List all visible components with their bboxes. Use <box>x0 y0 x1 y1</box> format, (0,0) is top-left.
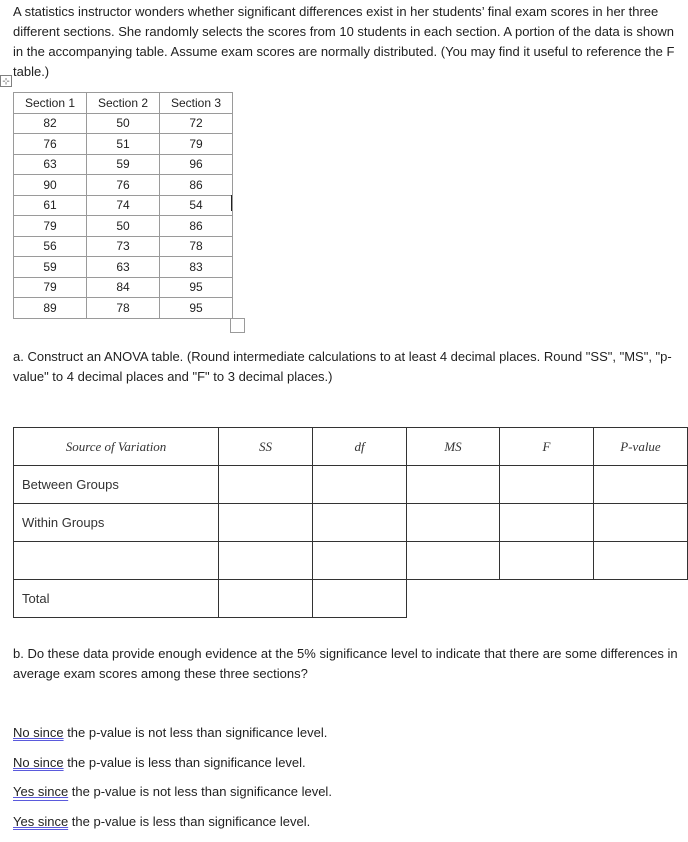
table-cell: 56 <box>14 236 87 257</box>
table-header-row <box>14 93 233 114</box>
table-cell: 74 <box>87 195 160 216</box>
anova-cell[interactable] <box>500 542 594 580</box>
ss-total-input[interactable] <box>219 580 313 618</box>
anova-empty-cell <box>407 580 500 618</box>
option-text: the p-value is less than significance level. <box>63 754 306 770</box>
problem-intro: A statistics instructor wonders whether significant differences exist in her students’ final exam scores in her three different sections. She randomly selects the scores from 10 students in each section. A portion of the data is shown in the accompanying table. Assume exam scores are normally distributed. (You may find it useful to reference the F table.) <box>13 4 675 79</box>
ss-within-input[interactable] <box>219 504 313 542</box>
row-label-blank <box>14 542 219 580</box>
anova-empty-cell <box>500 580 594 618</box>
header-section-3: Section 3 <box>160 93 233 114</box>
table-row <box>14 154 233 175</box>
option-lead: No since <box>13 725 64 740</box>
table-cell: 95 <box>160 298 233 319</box>
table-cell: 50 <box>87 113 160 134</box>
option-lead: Yes since <box>13 814 69 830</box>
table-cell: 79 <box>14 216 87 237</box>
exam-scores-table <box>13 92 233 319</box>
table-cell: 79 <box>14 277 87 298</box>
row-label-total: Total <box>14 580 219 618</box>
anova-cell[interactable] <box>407 542 500 580</box>
part-b-prompt: b. Do these data provide enough evidence at the 5% significance level to indicate that there are some differences in average exam scores among these three sections? <box>13 646 678 681</box>
table-cell: 63 <box>14 154 87 175</box>
table-row <box>14 236 233 257</box>
anova-row-blank <box>14 542 688 580</box>
header-ms: MS <box>407 428 500 466</box>
table-cell: 86 <box>160 216 233 237</box>
anova-cell[interactable] <box>219 542 313 580</box>
table-cell: 78 <box>160 236 233 257</box>
answer-option-2[interactable] <box>13 753 332 783</box>
anova-row-total <box>14 580 688 618</box>
f-input[interactable] <box>500 466 594 504</box>
anova-cell[interactable] <box>313 542 407 580</box>
table-cell: 61 <box>14 195 87 216</box>
ms-within-input[interactable] <box>407 504 500 542</box>
header-source-of-variation: Source of Variation <box>14 428 219 466</box>
table-cell: 59 <box>87 154 160 175</box>
table-resize-handle[interactable] <box>230 318 245 333</box>
table-cell: 73 <box>87 236 160 257</box>
table-row <box>14 195 233 216</box>
table-cell: 51 <box>87 134 160 155</box>
table-row <box>14 298 233 319</box>
anova-cell[interactable] <box>594 542 688 580</box>
option-lead: No since <box>13 754 64 770</box>
table-row <box>14 257 233 278</box>
table-cell: 90 <box>14 175 87 196</box>
table-cell: 96 <box>160 154 233 175</box>
anova-empty-cell <box>594 580 688 618</box>
header-section-1: Section 1 <box>14 93 87 114</box>
answer-option-3[interactable] <box>13 782 332 812</box>
row-label-within-groups: Within Groups <box>14 504 219 542</box>
table-row <box>14 134 233 155</box>
header-f: F <box>500 428 594 466</box>
table-cell: 76 <box>14 134 87 155</box>
anova-header-row <box>14 428 688 466</box>
header-section-2: Section 2 <box>87 93 160 114</box>
option-lead: Yes since <box>13 784 69 800</box>
ss-between-input[interactable] <box>219 466 313 504</box>
anova-row-between-groups <box>14 466 688 504</box>
anova-row-within-groups <box>14 504 688 542</box>
table-cell: 83 <box>160 257 233 278</box>
table-cell: 82 <box>14 113 87 134</box>
option-text: the p-value is not less than significance level. <box>68 784 332 800</box>
text-cursor <box>231 195 232 211</box>
table-cell: 59 <box>14 257 87 278</box>
table-row <box>14 277 233 298</box>
p-value-input[interactable] <box>594 466 688 504</box>
table-row <box>14 175 233 196</box>
table-cell: 89 <box>14 298 87 319</box>
header-df: df <box>313 428 407 466</box>
table-move-handle-icon[interactable]: ⊹ <box>0 75 12 87</box>
table-row <box>14 216 233 237</box>
table-cell: 76 <box>87 175 160 196</box>
anova-cell[interactable] <box>594 504 688 542</box>
table-cell: 50 <box>87 216 160 237</box>
table-cell: 72 <box>160 113 233 134</box>
header-ss: SS <box>219 428 313 466</box>
answer-option-4[interactable] <box>13 812 332 842</box>
table-cell: 79 <box>160 134 233 155</box>
option-text: the p-value is not less than significance level. <box>63 725 328 740</box>
option-text: the p-value is less than significance level. <box>68 814 311 830</box>
header-p-value: P-value <box>594 428 688 466</box>
table-cell: 63 <box>87 257 160 278</box>
df-between-input[interactable] <box>313 466 407 504</box>
anova-table <box>13 427 688 618</box>
table-cell: 86 <box>160 175 233 196</box>
df-total-input[interactable] <box>313 580 407 618</box>
part-a-prompt: a. Construct an ANOVA table. (Round intermediate calculations to at least 4 decimal places. Round "SS", "MS", "p-value" to 4 decimal places and "F" to 3 decimal places.) <box>13 349 672 384</box>
table-cell: 54 <box>160 195 233 216</box>
ms-between-input[interactable] <box>407 466 500 504</box>
anova-cell[interactable] <box>500 504 594 542</box>
table-cell: 84 <box>87 277 160 298</box>
row-label-between-groups: Between Groups <box>14 466 219 504</box>
answer-options <box>13 723 332 842</box>
answer-option-1[interactable] <box>13 723 332 753</box>
table-cell: 78 <box>87 298 160 319</box>
table-row <box>14 113 233 134</box>
df-within-input[interactable] <box>313 504 407 542</box>
table-cell: 95 <box>160 277 233 298</box>
